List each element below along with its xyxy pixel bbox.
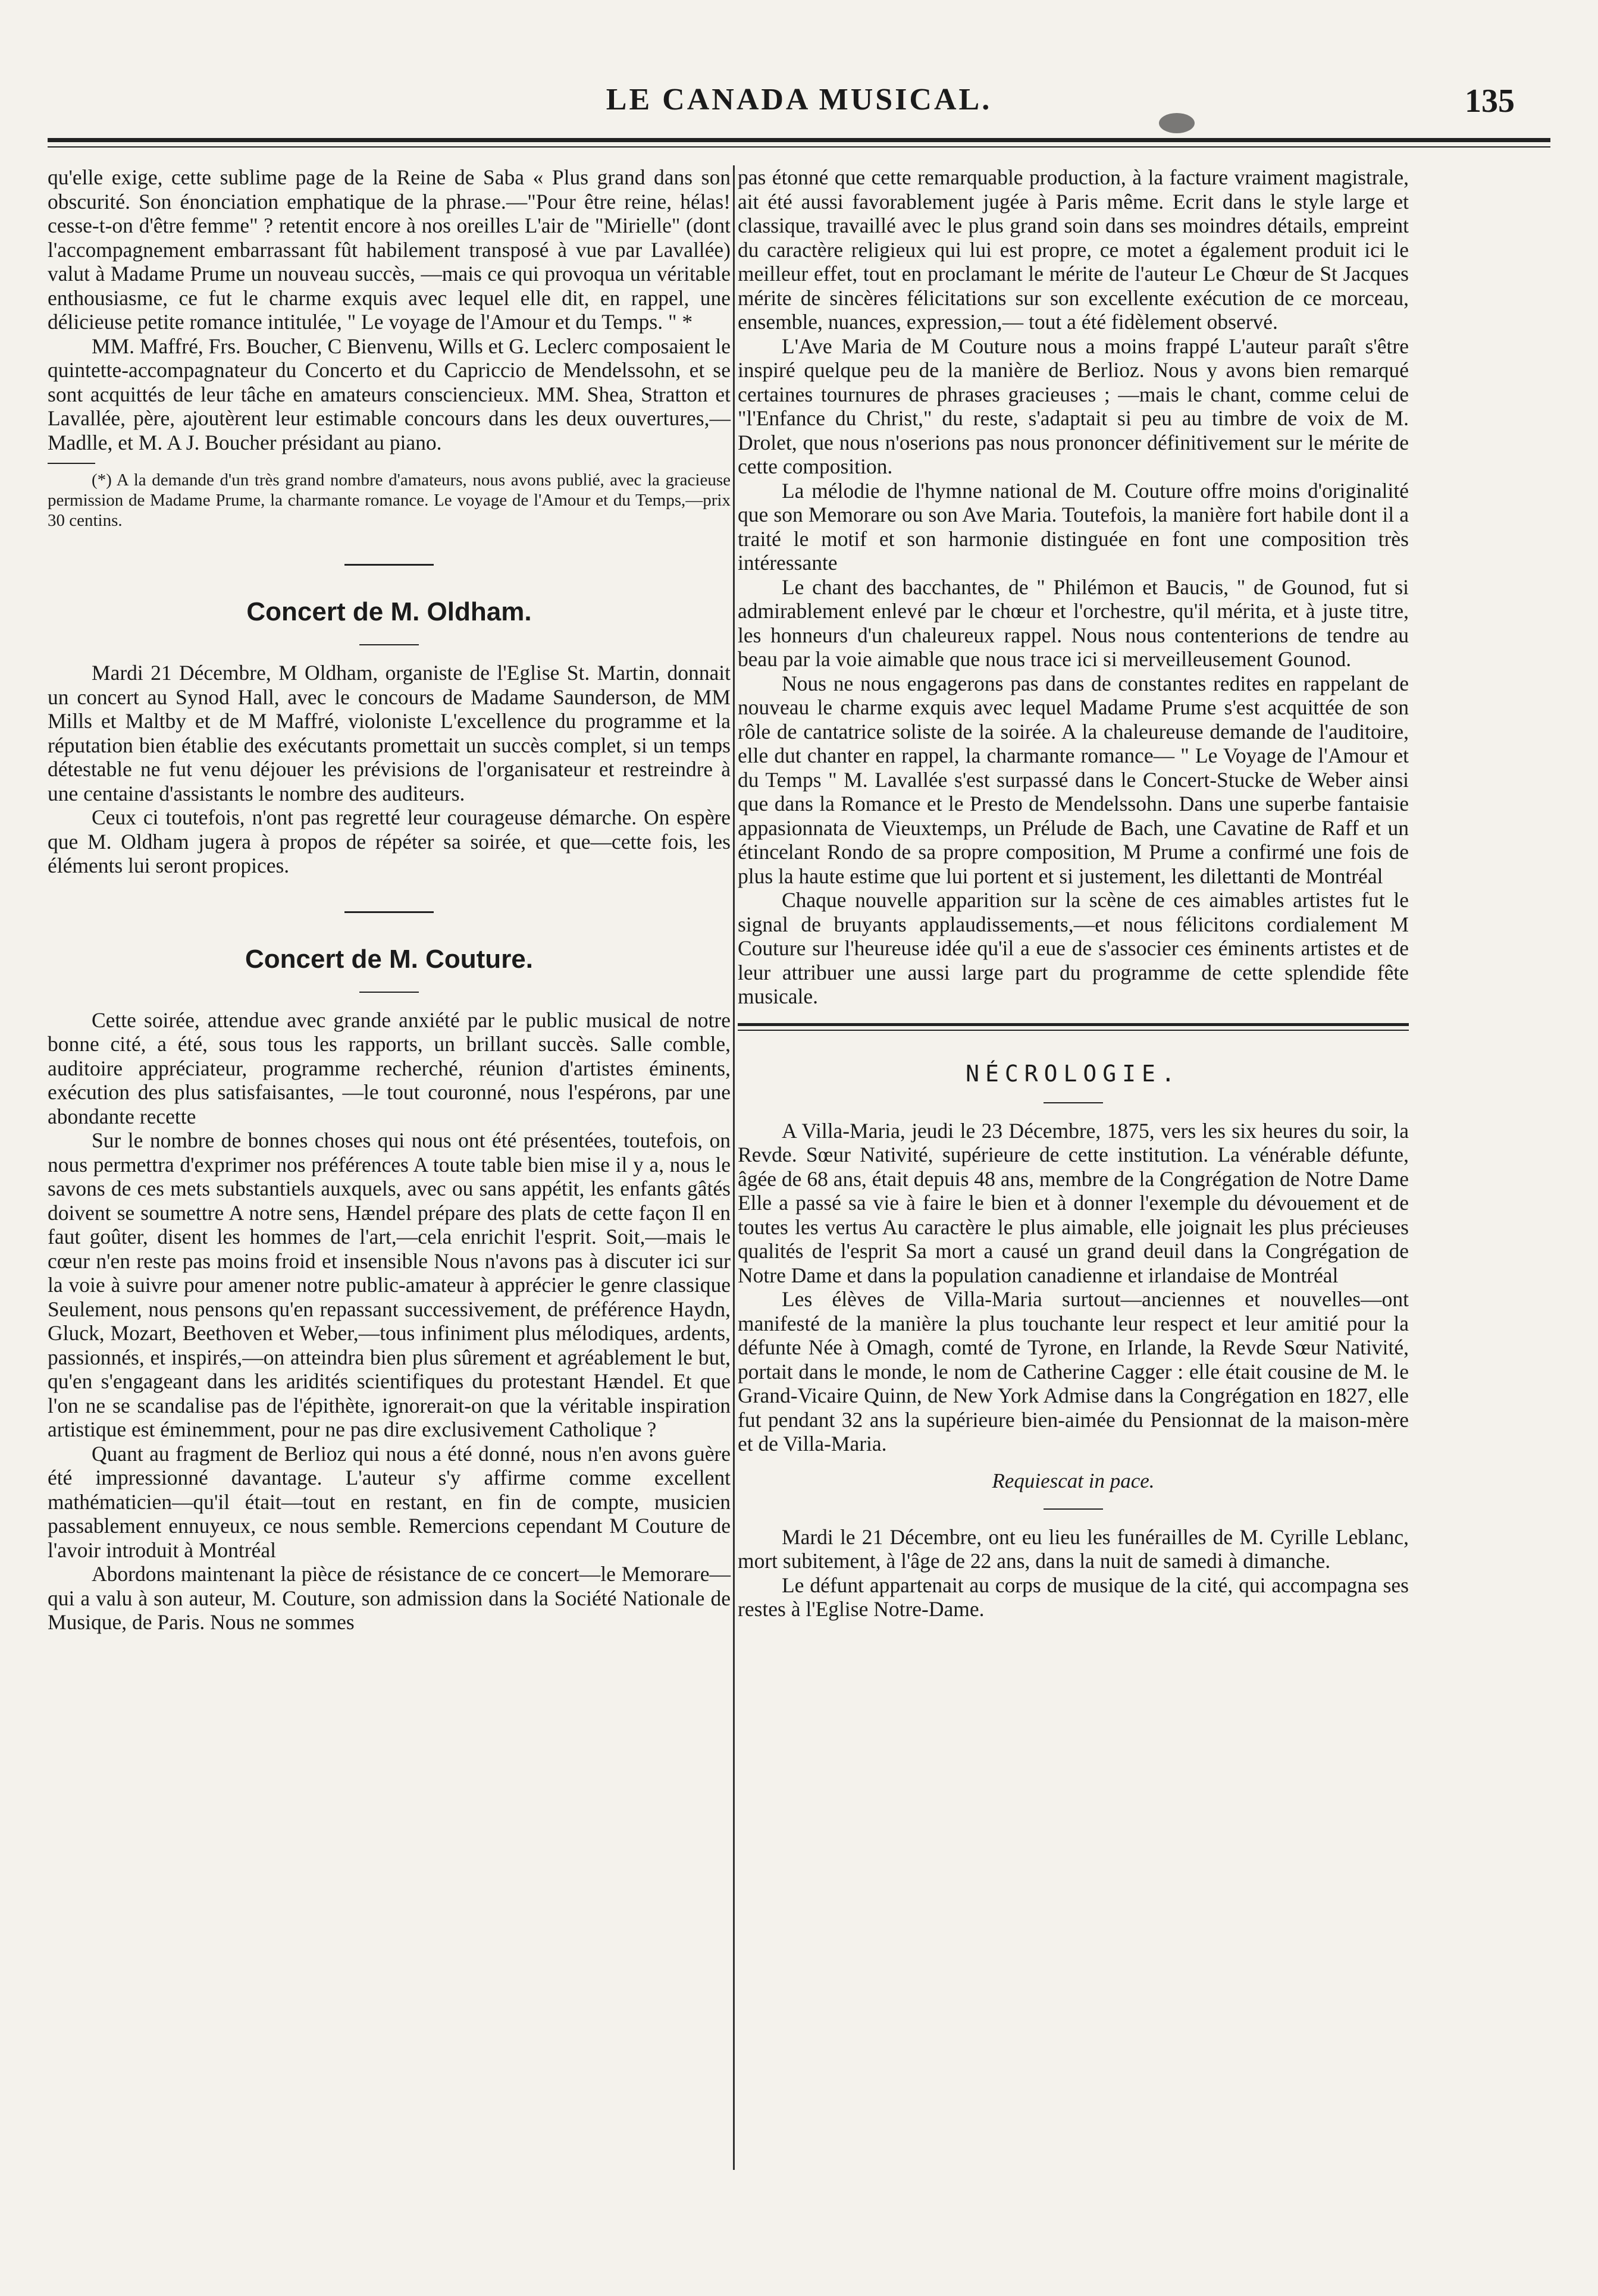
left-column (48, 165, 731, 1635)
section-rule (344, 564, 434, 566)
paragraph: Les élèves de Villa-Maria surtout—anciennes et nouvelles—ont manifesté de la manière la plus touchante leur respect et leur amitié pour la défunte Née à Omagh, comté de Tyrone, en Irlande, la Revde Sœur Nativité, portait dans le monde, le nom de Catherine Cagger : elle était cousine de M. le Grand-Vicaire Quinn, de New York Admise dans la Congrégation en 1827, elle fut pendant 32 ans la supérieure bien-aimée du Pensionnat de la maison-mère et de Villa-Maria. (738, 1287, 1409, 1456)
paragraph: pas étonné que cette remarquable production, à la facture vraiment magistrale, ait été aussi favorablement jugée à Paris même. Ecrit dans le style large et classique, travaillé avec le plus grand soin dans ses moindres détails, empreint du caractère religieux qui lui est propre, ce motet a également produit ici le meilleur effet, tout en proclamant le mérite de l'auteur Le Chœur de St Jacques mérite de sincères félicitations sur son excellente exécution de ce morceau, ensemble, nuances, expression,— tout a été fidèlement observé. (738, 165, 1409, 334)
section-heading-necrologie: NÉCROLOGIE. (966, 1060, 1181, 1087)
header-rule (48, 138, 1550, 148)
paragraph: Mardi le 21 Décembre, ont eu lieu les funérailles de M. Cyrille Leblanc, mort subitement, à l'âge de 22 ans, dans la nuit de samedi à dimanche. (738, 1525, 1409, 1573)
section-double-rule (738, 1023, 1409, 1031)
requiescat-line: Requiescat in pace. (992, 1469, 1155, 1492)
notice-rule (1044, 1508, 1103, 1510)
paragraph: A Villa-Maria, jeudi le 23 Décembre, 1875, vers les six heures du soir, la Revde. Sœur Nativité, supérieure de cette institution. La vénérable défunte, âgée de 68 ans, était depuis 48 ans, membre de la Congrégation de Notre Dame Elle a passé sa vie à faire le bien et à donner l'exemple du dévouement et de toutes les vertus Au caractère le plus aimable, elle joignait les plus précieuses qualités de l'esprit Sa mort a causé un grand deuil dans la Congrégation de Notre Dame et dans la population canadienne et irlandaise de Montréal (738, 1118, 1409, 1287)
heading-rule (359, 992, 419, 993)
footnote: (*) A la demande d'un très grand nombre d'amateurs, nous avons publié, avec la gracieuse permission de Madame Prume, la charmante romance. Le voyage de l'Amour et du Temps,—prix 30 centins. (48, 471, 731, 530)
footnote-rule (48, 463, 95, 464)
heading-rule (1044, 1102, 1103, 1103)
paragraph: Sur le nombre de bonnes choses qui nous ont été présentées, toutefois, on nous permettra d'exprimer nos préférences A toute table bien mise il y a, nous le savons de ces mets substantiels auxquels, avec ou sans appétit, les enfants gâtés doivent se soumettre A notre sens, Hændel prépare des plats de cette façon Il en faut goûter, disent les hommes de l'art,—cela enrichit l'esprit. Soit,—mais le cœur n'en reste pas moins froid et insensible Nous n'avons pas à discuter ici sur la voie à suivre pour amener notre public-amateur à apprécier le genre classique Seulement, nous pensons qu'en repassant successivement, de préférence Haydn, Gluck, Mozart, Beethoven et Weber,—tous infiniment plus mélodiques, ardents, passionnés, et inspirés,—on atteindra bien plus sûrement et agréablement le but, qu'en s'engageant dans les aridités scientifiques du protestant Hændel. Et que l'on ne se scandalise pas de l'épithète, ignorerait-on que la véritable inspiration artistique est éminemment, pour ne pas dire exclusivement Catholique ? (48, 1128, 731, 1441)
paragraph: Mardi 21 Décembre, M Oldham, organiste de l'Eglise St. Martin, donnait un concert au Synod Hall, avec le concours de Madame Saunderson, de MM Mills et Maltby et de M Maffré, violoniste L'excellence du programme et la réputation bien établie des exécutants promettait un succès complet, si un temps détestable ne fut venu déjouer les prévisions de l'organisateur et restreindre à une centaine d'assistants le nombre des auditeurs. (48, 661, 731, 805)
paragraph: Quant au fragment de Berlioz qui nous a été donné, nous n'en avons guère été impressionné davantage. L'auteur s'y affirme comme excellent mathématicien—qu'il était—tout en restant, en fin de compte, musicien passablement ennuyeux, ce nous semble. Remercions cependant M Couture de l'avoir introduit à Montréal (48, 1441, 731, 1562)
section-rule (344, 911, 434, 913)
paragraph: Ceux ci toutefois, n'ont pas regretté leur courageuse démarche. On espère que M. Oldham jugera à propos de répéter sa soirée, et que—cette fois, les éléments lui seront propices. (48, 805, 731, 877)
paragraph: qu'elle exige, cette sublime page de la Reine de Saba « Plus grand dans son obscurité. Son énonciation emphatique de la phrase.—"Pour être reine, hélas! cesse-t-on d'être femme" ? retentit encore à nos oreilles L'air de "Mirielle" (dont l'accompagnement embarrassant fût habilement transposé à vue par Lavallée) valut à Madame Prume un nouveau succès, —mais ce qui provoqua un véritable enthousiasme, ce fut le charme exquis avec lequel elle dit, en rappel, une délicieuse petite romance intitulée, " Le voyage de l'Amour et du Temps. " * (48, 165, 731, 334)
paragraph: Le défunt appartenait au corps de musique de la cité, qui accompagna ses restes à l'Eglise Notre-Dame. (738, 1573, 1409, 1621)
heading-rule (359, 644, 419, 645)
section-heading-oldham: Concert de M. Oldham. (246, 597, 532, 626)
column-divider (733, 165, 735, 2170)
publication-title: LE CANADA MUSICAL. (606, 83, 992, 117)
ornament-icon (1159, 113, 1195, 133)
paragraph: Cette soirée, attendue avec grande anxiété par le public musical de notre bonne cité, a été, sous tous les rapports, un brillant succès. Salle comble, auditoire appréciateur, programme recherché, réunion d'artistes éminents, exécution des plus satisfaisantes, —le tout couronné, nous l'espérons, par une abondante recette (48, 1008, 731, 1128)
paragraph: L'Ave Maria de M Couture nous a moins frappé L'auteur paraît s'être inspiré quelque peu de la manière de Berlioz. Nous y avons bien remarqué certaines tournures de phrases gracieuses ; —mais le chant, comme celui de "l'Enfance du Christ," du reste, s'adaptait si peu au timbre de voix de M. Drolet, que nous n'oserions pas nous prononcer définitivement sur le mérite de cette composition. (738, 334, 1409, 478)
section-heading-couture: Concert de M. Couture. (245, 944, 534, 974)
page-number: 135 (1465, 83, 1515, 120)
paragraph: Nous ne nous engagerons pas dans de constantes redites en rappelant de nouveau le charme exquis avec lequel Madame Prume s'est acquittée de son rôle de cantatrice soliste de la soirée. A la chaleureuse demande de l'auditoire, elle dut chanter en rappel, la charmante romance— " Le Voyage de l'Amour et du Temps " M. Lavallée s'est surpassé dans le Concert-Stucke de Weber ainsi que dans la Romance et le Presto de Mendelssohn. Dans une superbe fantaisie appasionnata de Vieuxtemps, un Prélude de Bach, une Cavatine de Raff et un étincelant Rondo de sa propre composition, M Prume a confirmé une fois de plus la haute estime que lui portent et si justement, les dilettanti de Montréal (738, 671, 1409, 888)
right-column (738, 165, 1409, 1621)
paragraph: Chaque nouvelle apparition sur la scène de ces aimables artistes fut le signal de bruyants applaudissements,—et nous félicitons cordialement M Couture sur l'heureuse idée qu'il a eue de s'associer ces éminents artistes et de leur attribuer une aussi large part du programme de cette splendide fête musicale. (738, 888, 1409, 1008)
paragraph: Abordons maintenant la pièce de résistance de ce concert—le Memorare—qui a valu à son auteur, M. Couture, son admission dans la Société Nationale de Musique, de Paris. Nous ne sommes (48, 1562, 731, 1634)
paragraph: La mélodie de l'hymne national de M. Couture offre moins d'originalité que son Memorare ou son Ave Maria. Toutefois, la manière fort habile dont il a traité le motif et son harmonie distinguée en font une composition très intéressante (738, 478, 1409, 575)
paragraph: MM. Maffré, Frs. Boucher, C Bienvenu, Wills et G. Leclerc composaient le quintette-accompagnateur du Concerto et du Capriccio de Mendelssohn, et se sont acquittés de leur tâche en amateurs consciencieux. MM. Shea, Stratton et Lavallée, père, ajoutèrent leur estimable concours dans les deux ouvertures,—Madlle, et M. A J. Boucher présidant au piano. (48, 334, 731, 454)
paragraph: Le chant des bacchantes, de " Philémon et Baucis, " de Gounod, fut si admirablement enlevé par le chœur et l'orchestre, qu'il mérita, et à juste titre, les honneurs d'un chaleureux rappel. Nous nous contenterions de tendre au beau par la voie aimable que nous trace ici si merveilleusement Gounod. (738, 575, 1409, 671)
